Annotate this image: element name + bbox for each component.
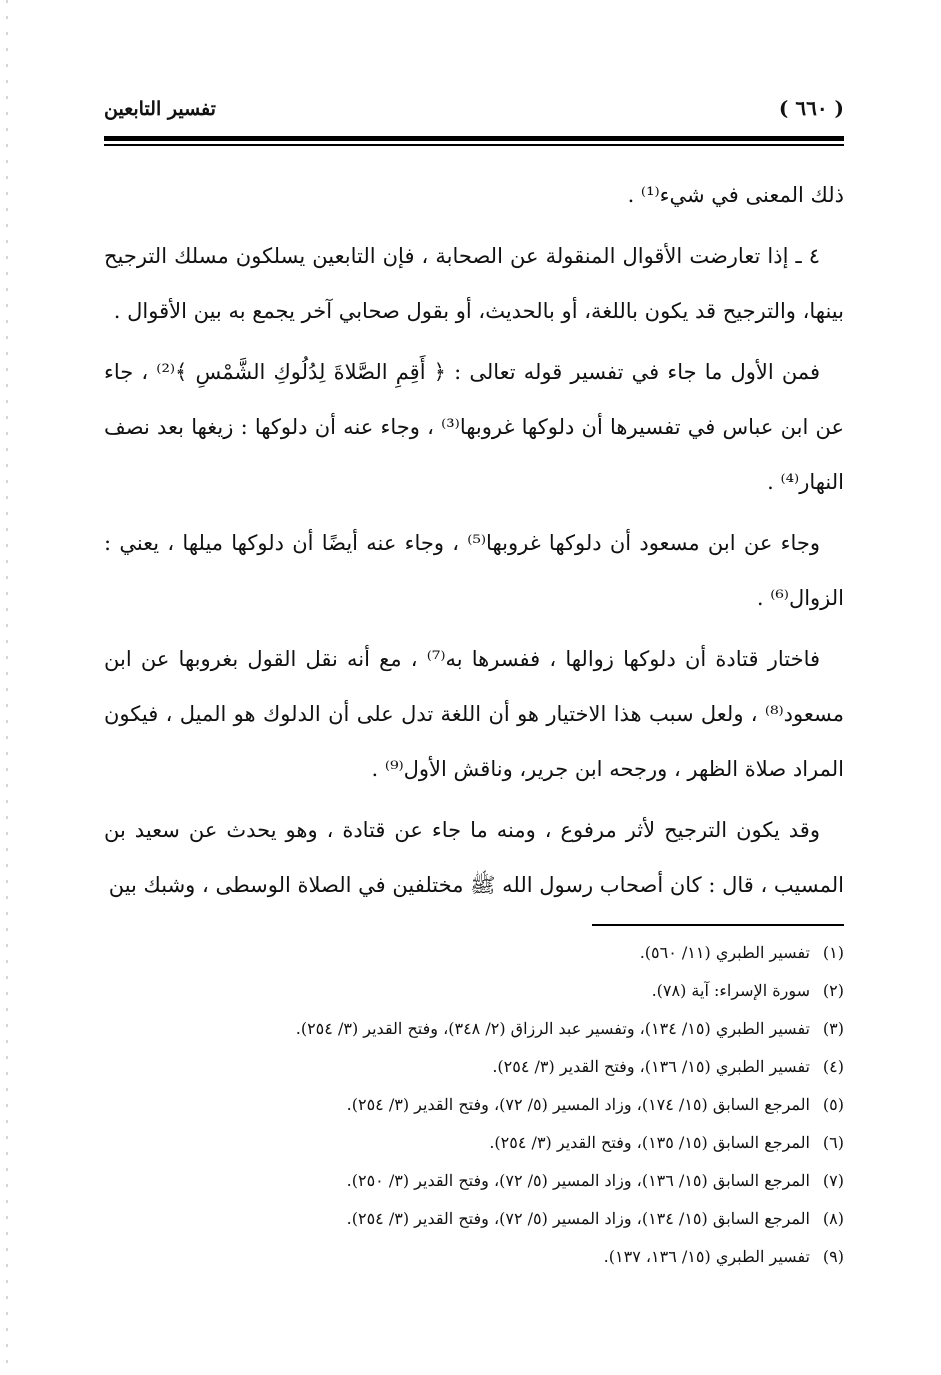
footnotes bbox=[104, 934, 844, 1276]
footnote-text: المرجع السابق (١٥/ ١٧٤)، وزاد المسير (٥/ ٧٢)، وفتح القدير (٣/ ٢٥٤). bbox=[346, 1095, 810, 1114]
footnote-separator bbox=[592, 924, 844, 926]
footnote-text: المرجع السابق (١٥/ ١٣٥)، وفتح القدير (٣/ ٢٥٤). bbox=[489, 1133, 810, 1152]
page-number: ( ٦٦٠ ) bbox=[778, 96, 844, 120]
paragraph: ذلك المعنى في شيء⁽¹⁾ . bbox=[627, 183, 844, 207]
footnote-number: (٩) bbox=[822, 1247, 844, 1266]
footnote-item bbox=[104, 1010, 844, 1048]
paragraph: وقد يكون الترجيح لأثر مرفوع ، ومنه ما جاء عن قتادة ، وهو يحدث عن سعيد بن المسيب ، قال : كان أصحاب رسول الله ﷺ مختلفين في الصلاة الوسطى ، وشبك بين bbox=[104, 818, 844, 897]
main-text bbox=[104, 168, 844, 919]
footnote-number: (٨) bbox=[822, 1209, 844, 1228]
header-rule-thin bbox=[104, 144, 844, 146]
footnote-item bbox=[104, 972, 844, 1010]
footnote-number: (١) bbox=[822, 943, 844, 962]
footnote-text: تفسير الطبري (١٥/ ١٣٤)، وتفسير عبد الرزاق (٢/ ٣٤٨)، وفتح القدير (٣/ ٢٥٤). bbox=[295, 1019, 810, 1038]
footnote-item bbox=[104, 1162, 844, 1200]
footnote-text: المرجع السابق (١٥/ ١٣٦)، وزاد المسير (٥/ ٧٢)، وفتح القدير (٣/ ٢٥٠). bbox=[346, 1171, 810, 1190]
paragraph: فمن الأول ما جاء في تفسير قوله تعالى : ﴿ أَقِمِ الصَّلاةَ لِدُلُوكِ الشَّمْسِ ﴾⁽²⁾ ، جاء عن ابن عباس في تفسيرها أن دلوكها غروبها⁽³⁾ ، وجاء عنه أن دلوكها : زيغها بعد نصف النهار⁽⁴⁾ . bbox=[104, 360, 845, 494]
footnote-text: تفسير الطبري (١٥/ ١٣٦، ١٣٧). bbox=[603, 1247, 810, 1266]
footnote-item bbox=[104, 1200, 844, 1238]
footnote-text: المرجع السابق (١٥/ ١٣٤)، وزاد المسير (٥/ ٧٢)، وفتح القدير (٣/ ٢٥٤). bbox=[346, 1209, 810, 1228]
book-title: تفسير التابعين bbox=[104, 98, 216, 120]
footnote-text: تفسير الطبري (١٥/ ١٣٦)، وفتح القدير (٣/ ٢٥٤). bbox=[492, 1057, 810, 1076]
scan-edge-marks bbox=[6, 0, 8, 1375]
header-rule-thick bbox=[104, 136, 844, 141]
paragraph: فاختار قتادة أن دلوكها زوالها ، ففسرها به⁽⁷⁾ ، مع أنه نقل القول بغروبها عن ابن مسعود⁽⁸⁾ ، ولعل سبب هذا الاختيار هو أن اللغة تدل على أن الدلوك هو الميل ، فيكون المراد صلاة الظهر ، ورجحه ابن جرير، وناقش الأول⁽⁹⁾ . bbox=[104, 647, 844, 781]
footnote-number: (٤) bbox=[822, 1057, 844, 1076]
paragraph: ٤ ـ إذا تعارضت الأقوال المنقولة عن الصحابة ، فإن التابعين يسلكون مسلك الترجيح بينها، والترجيح قد يكون باللغة، أو بالحديث، أو بقول صحابي آخر يجمع به بين الأقوال . bbox=[104, 244, 844, 323]
footnote-number: (٦) bbox=[822, 1133, 844, 1152]
footnote-text: سورة الإسراء: آية (٧٨). bbox=[651, 981, 810, 1000]
paragraph: وجاء عن ابن مسعود أن دلوكها غروبها⁽⁵⁾ ، وجاء عنه أيضًا أن دلوكها ميلها ، يعني : الزوال⁽⁶⁾ . bbox=[104, 531, 844, 610]
footnote-number: (٣) bbox=[822, 1019, 844, 1038]
footnote-item bbox=[104, 1086, 844, 1124]
footnote-item bbox=[104, 1124, 844, 1162]
footnote-number: (٢) bbox=[822, 981, 844, 1000]
footnote-number: (٧) bbox=[822, 1171, 844, 1190]
footnote-item bbox=[104, 1238, 844, 1276]
footnote-text: تفسير الطبري (١١/ ٥٦٠). bbox=[639, 943, 810, 962]
page-header bbox=[104, 96, 844, 128]
footnote-item bbox=[104, 934, 844, 972]
footnote-number: (٥) bbox=[822, 1095, 844, 1114]
footnote-item bbox=[104, 1048, 844, 1086]
